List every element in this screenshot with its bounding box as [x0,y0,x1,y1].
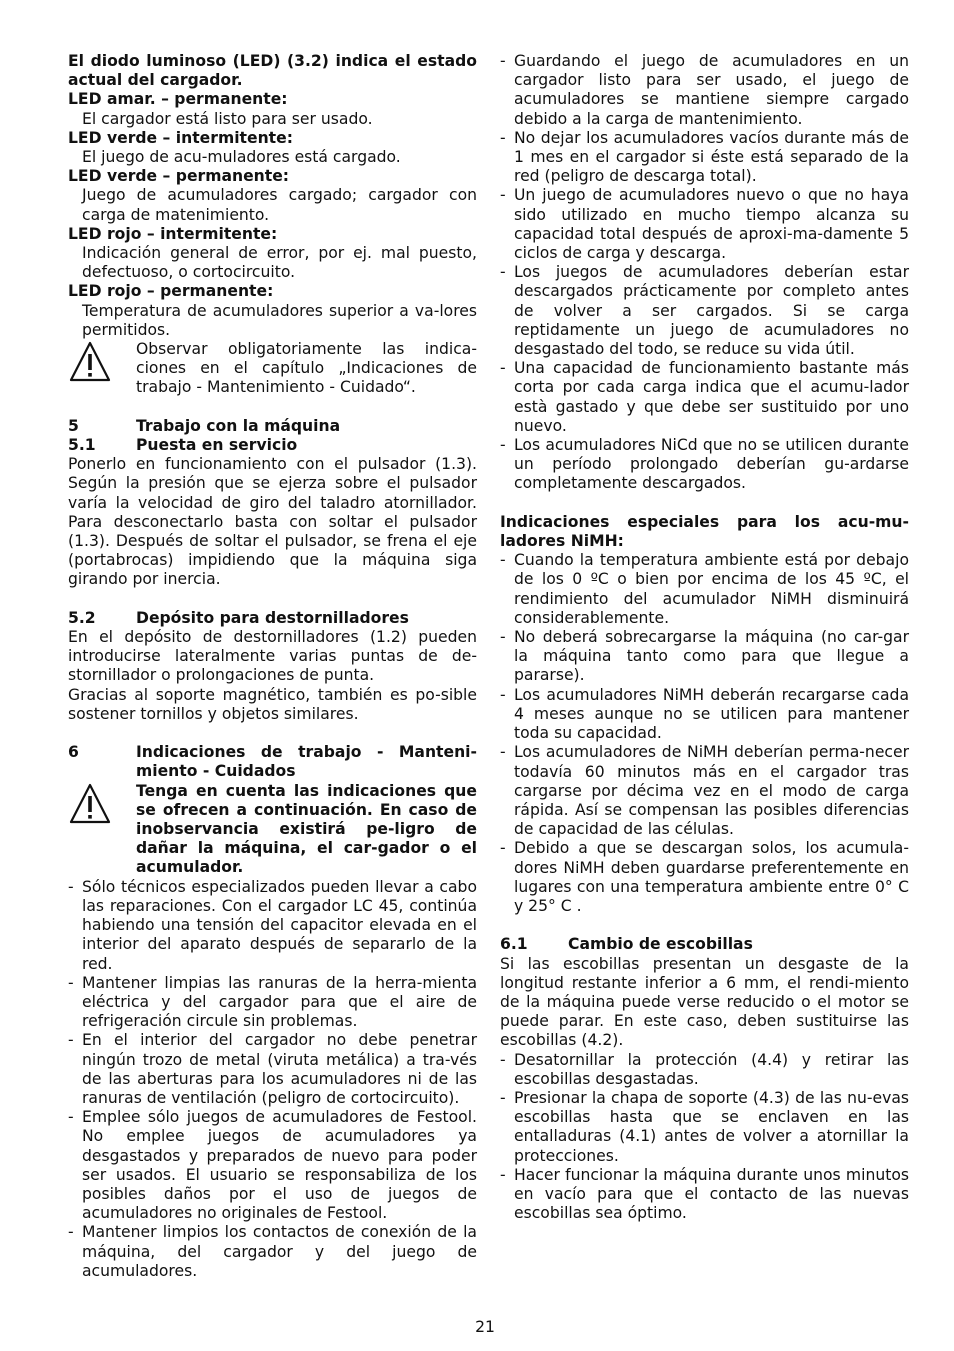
list-item: - No dejar los acumuladores vacíos durante más de 1 mes en el cargador si éste está separado de la red (peligro de descarga total). [500,129,909,187]
led-warning-text: Observar obligatoriamente las indica-ciones en el capítulo „Indicaciones de trabajo - Mantenimiento - Cuidado“. [136,340,477,397]
list-item: - Emplee sólo juegos de acumuladores de Festool. No emplee juegos de acumuladores ya desgastados y preparados de nuevo para poder ser usados. El usuario se responsabiliza de los posibles daños por el uso de juegos de acumuladores no originales de Festool. [68,1108,477,1223]
led-label: LED amar. – permanente: [68,90,288,109]
led-label: LED verde – intermitente: [68,128,293,147]
section-5-heading: 5 Trabajo con la máquina [68,416,341,435]
section-5-2-text: En el depósito de destornilladores (1.2) pueden introducirse lateralmente varias puntas de de-stornillador o prolongaciones de punta. [68,628,477,685]
section-6-warning [68,782,477,878]
list-item: - Los acumuladores NiCd que no se utilicen durante un período prolongado deberían gu-ardarse completamente descargados. [500,436,909,494]
section-6-1-heading: 6.1 Cambio de escobillas [500,935,753,954]
left-column [68,52,477,1281]
led-label: LED rojo – permanente: [68,282,274,301]
list-item: - Un juego de acumuladores nuevo o que no haya sido utilizado en mucho tiempo alcanza su capacidad total después de aproxi-ma-damente 5 ciclos de carga y descarga. [500,186,909,263]
section-5-2-heading: 5.2 Depósito para destornilladores [68,608,409,627]
led-text: Indicación general de error, por ej. mal puesto, defectuoso, o cortocircuito. [82,244,477,282]
list-item: - No deberá sobrecargarse la máquina (no car-gar la máquina tanto como para que llegue a pararse). [500,628,909,686]
list-item: - Desatornillar la protección (4.4) y retirar las escobillas desgastadas. [500,1051,909,1089]
list-item: - Los acumuladores de NiMH deberían perma-necer todavía 60 minutos más en el cargador tras cargarse por décima vez en el modo de carga rápida. Así se compensan las posibles diferencias de capacidad de las células. [500,743,909,839]
list-item: - En el interior del cargador no debe penetrar ningún trozo de metal (viruta metálica) a tra-vés de las aberturas para los acumuladores ni de las ranuras de ventilación (peligro de cortocircuito). [68,1031,477,1108]
led-warning [68,340,477,398]
page-number: 21 [475,1318,495,1336]
led-intro: El diodo luminoso (LED) (3.2) indica el estado actual del cargador. [68,52,477,90]
list-item: - Mantener limpios los contactos de conexión de la máquina, del cargador y del juego de acumuladores. [68,1223,477,1281]
list-item: - Mantener limpias las ranuras de la herra-mienta eléctrica y del cargador para que el aire de refrigeración circule sin problemas. [68,974,477,1032]
list-item: - Sólo técnicos especializados pueden llevar a cabo las reparaciones. Con el cargador LC 45, continúa habiendo una tensión del capacitor elevada en el interior del aparato después de separarlo de la red. [68,878,477,974]
list-item: - Los juegos de acumuladores deberían estar descargados prácticamente por completo antes de volver a ser cargados. Si se carga reptidamente un juego de acumuladores no desgastado del todo, se reduce su vida útil. [500,263,909,359]
section-5-1-heading: 5.1 Puesta en servicio [68,436,298,455]
led-text: El cargador está listo para ser usado. [82,109,373,128]
section-5-2-text: Gracias al soporte magnético, también es po-sible sostener tornillos y objetos similares. [68,685,477,723]
right-column [500,52,909,1223]
list-item: - Presionar la chapa de soporte (4.3) de las nu-evas escobillas hasta que se enclaven en las entalladuras (4.1) antes de volver a atornillar la protecciones. [500,1089,909,1166]
section-6-warning-text: Tenga en cuenta las indicaciones que se ofrecen a continuación. En caso de inobservancia existirá pe-ligro de dañar la máquina, el car-gador o el acumulador. [136,781,477,877]
section-6-1-text: Si las escobillas presentan un desgaste de la longitud restante inferior a 6 mm, el rendi-miento de la máquina puede verse reducido o el motor se puede parar. En este caso, deben sustituirse las escobillas (4.2). [500,954,909,1050]
section-5-1-text: Ponerlo en funcionamiento con el pulsador (1.3). Según la presión que se ejerza sobre el pulsador varía la velocidad de giro del taladro atornillador. Para desconectarlo basta con soltar el pulsador (1.3). Después de soltar el pulsador, se frena el eje (portabrocas) impidiendo que la máquina siga girando por inercia. [68,455,477,589]
warning-triangle-icon [68,340,136,389]
list-item: - Hacer funcionar la máquina durante unos minutos en vacío para que el contacto de las nuevas escobillas sea óptimo. [500,1166,909,1224]
list-item: - Cuando la temperatura ambiente está por debajo de los 0 ºC o bien por encima de los 45 ºC, el rendimiento del acumulador NiMH disminuirá considerablemente. [500,551,909,628]
list-item: - Guardando el juego de acumuladores en un cargador listo para ser usado, el juego de acumuladores se mantiene siempre cargado debido a la carga de mantenimiento. [500,52,909,129]
list-item: - Los acumuladores NiMH deberán recargarse cada 4 meses aunque no se utilicen para mantener toda su capacidad. [500,686,909,744]
led-label: LED rojo – intermitente: [68,224,278,243]
list-item: - Debido a que se descargan solos, los acumula-dores NiMH deben guardarse preferentemente en lugares con una temperatura ambiente entre 0° C y 25° C . [500,839,909,916]
section-6-heading: 6 Indicaciones de trabajo - Manteni-miento - Cuidados [68,743,477,781]
led-label: LED verde – permanente: [68,167,290,186]
warning-triangle-icon [68,782,136,831]
led-text: El juego de acu-muladores está cargado. [82,148,401,167]
nimh-heading: Indicaciones especiales para los acu-mu-ladores NiMH: [500,512,909,551]
led-text: Temperatura de acumuladores superior a va-lores permitidos. [82,301,477,339]
list-item: - Una capacidad de funcionamiento bastante más corta por cada carga indica que el acumu-lador està gastado y que debe ser sustituido por uno nuevo. [500,359,909,436]
led-text: Juego de acumuladores cargado; cargador con carga de matenimiento. [82,186,477,224]
